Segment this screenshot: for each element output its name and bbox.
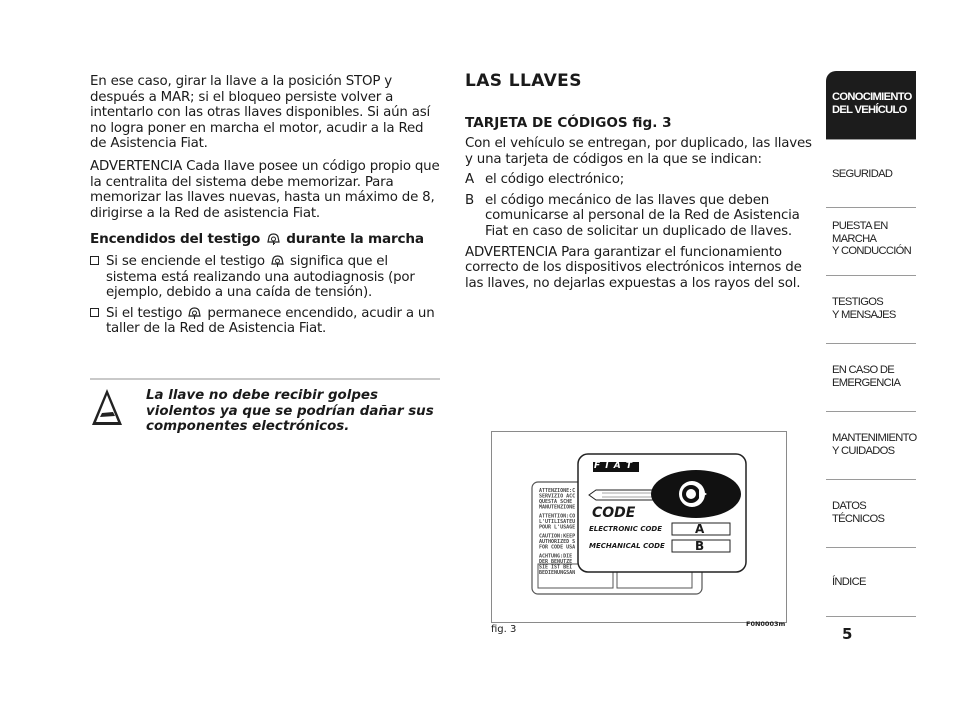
warning-text: La llave no debe recibir golpes violentos ya que se podrían dañar sus componentes electrónicos. (146, 388, 434, 435)
card-title: CODE (592, 505, 636, 521)
sidebar-item-emergencia[interactable]: EN CASO DE EMERGENCIA (826, 343, 916, 411)
paragraph-advertencia-sol: ADVERTENCIA Para garantizar el funcionamiento correcto de los dispositivos electrónicos internos de las llaves, no dejarlas expuestas a los rayos del sol. (465, 244, 802, 291)
sidebar-item-mantenimiento[interactable]: MANTENIMIENTO Y CUIDADOS (826, 411, 916, 479)
back-card-text-line: SIE IST BEI (539, 564, 573, 571)
sidebar-item-datos-tecnicos[interactable]: DATOS TÉCNICOS (826, 479, 916, 547)
bullet-autodiagnosis: Si se enciende el testigo significa que el sistema está realizando una autodiagnosis (por ejemplo, debido a una caída de tensión). (90, 253, 442, 301)
fiat-logo: F I A T (594, 461, 634, 471)
sidebar-item-puesta-en-marcha[interactable]: PUESTA EN MARCHA Y CONDUCCIÓN (826, 207, 916, 275)
back-card-text-line: DER BENUTZE (539, 559, 573, 565)
electronic-code-label: ELECTRONIC CODE (589, 525, 662, 533)
immobilizer-car-key-icon (186, 305, 203, 320)
left-column (90, 74, 442, 337)
paragraph-bloqueo: En ese caso, girar la llave a la posición STOP y después a MAR; si el bloqueo persiste volver a intentarlo con las otras llaves disponibles. Si aún así no logra poner en marcha el motor, acudir a la Red de Asistencia Fiat. (90, 74, 431, 152)
back-card-text-line: SERVIZIO ACC (539, 493, 576, 500)
sidebar-item-seguridad[interactable]: SEGURIDAD (826, 139, 916, 207)
back-card-text-line: POUR L'USAGE (539, 524, 576, 531)
checkbox-bullet-icon (90, 308, 99, 317)
back-card-text-line: QUESTA SCHE (539, 499, 573, 505)
figure-caption: fig. 3 (491, 624, 517, 635)
list-item-b: B el código mecánico de las llaves que deben comunicarse al personal de la Red de Asistencia Fiat en caso de solicitar un duplicado de llaves. (465, 192, 800, 239)
sidebar-item-testigos[interactable]: TESTIGOS Y MENSAJES (826, 275, 916, 343)
back-card-text-line: CAUTION:KEEP (539, 533, 576, 540)
section-subtitle: TARJETA DE CÓDIGOS fig. 3 (465, 115, 672, 131)
bullet-taller: Si el testigo permanece encendido, acudir a un taller de la Red de Asistencia Fiat. (90, 305, 442, 337)
immobilizer-car-key-icon (269, 253, 286, 268)
right-column (465, 71, 815, 291)
back-card-text-line: FOR CODE USA (539, 544, 576, 551)
section-title: LAS LLAVES (465, 71, 582, 91)
back-card-text-line: AUTHORIZED S (539, 539, 576, 545)
code-box-a: A (695, 522, 705, 536)
subheading-testigo: Encendidos del testigo durante la marcha (90, 231, 424, 248)
warning-triangle-icon (91, 387, 123, 427)
sidebar-item-indice[interactable]: ÍNDICE (826, 547, 916, 617)
code-box-b: B (695, 539, 705, 553)
page-number: 5 (842, 625, 853, 643)
back-card-text-line: ACHTUNG:DIE (539, 553, 573, 560)
back-card-text-line: ATTENZIONE:C (539, 488, 576, 494)
back-card-text-line: ATTENTION:CO (539, 513, 576, 520)
figure-code: F0N0003m (746, 620, 786, 628)
back-card-text-line: L'UTILISATEU (539, 519, 576, 525)
back-card-text-line: BEDIENUNGSAN (539, 570, 576, 576)
paragraph-intro: Con el vehículo se entregan, por duplicado, las llaves y una tarjeta de códigos en la que se indican: (465, 136, 812, 167)
sidebar-item-conocimiento[interactable]: CONOCIMIENTO DEL VEHÍCULO (826, 71, 916, 139)
mechanical-code-label: MECHANICAL CODE (589, 542, 665, 550)
warning-divider (90, 378, 440, 380)
figure-code-card (491, 431, 787, 623)
list-item-a: A el código electrónico; (465, 172, 625, 188)
back-card-text-line: MANUTENZIONE (539, 504, 576, 511)
paragraph-advertencia-codigo: ADVERTENCIA Cada llave posee un código propio que la centralita del sistema debe memorizar. Para memorizar las llaves nuevas, hasta un máximo de 8, dirigirse a la Red de asistencia Fiat. (90, 158, 440, 221)
immobilizer-car-key-icon (265, 231, 282, 246)
checkbox-bullet-icon (90, 256, 99, 265)
